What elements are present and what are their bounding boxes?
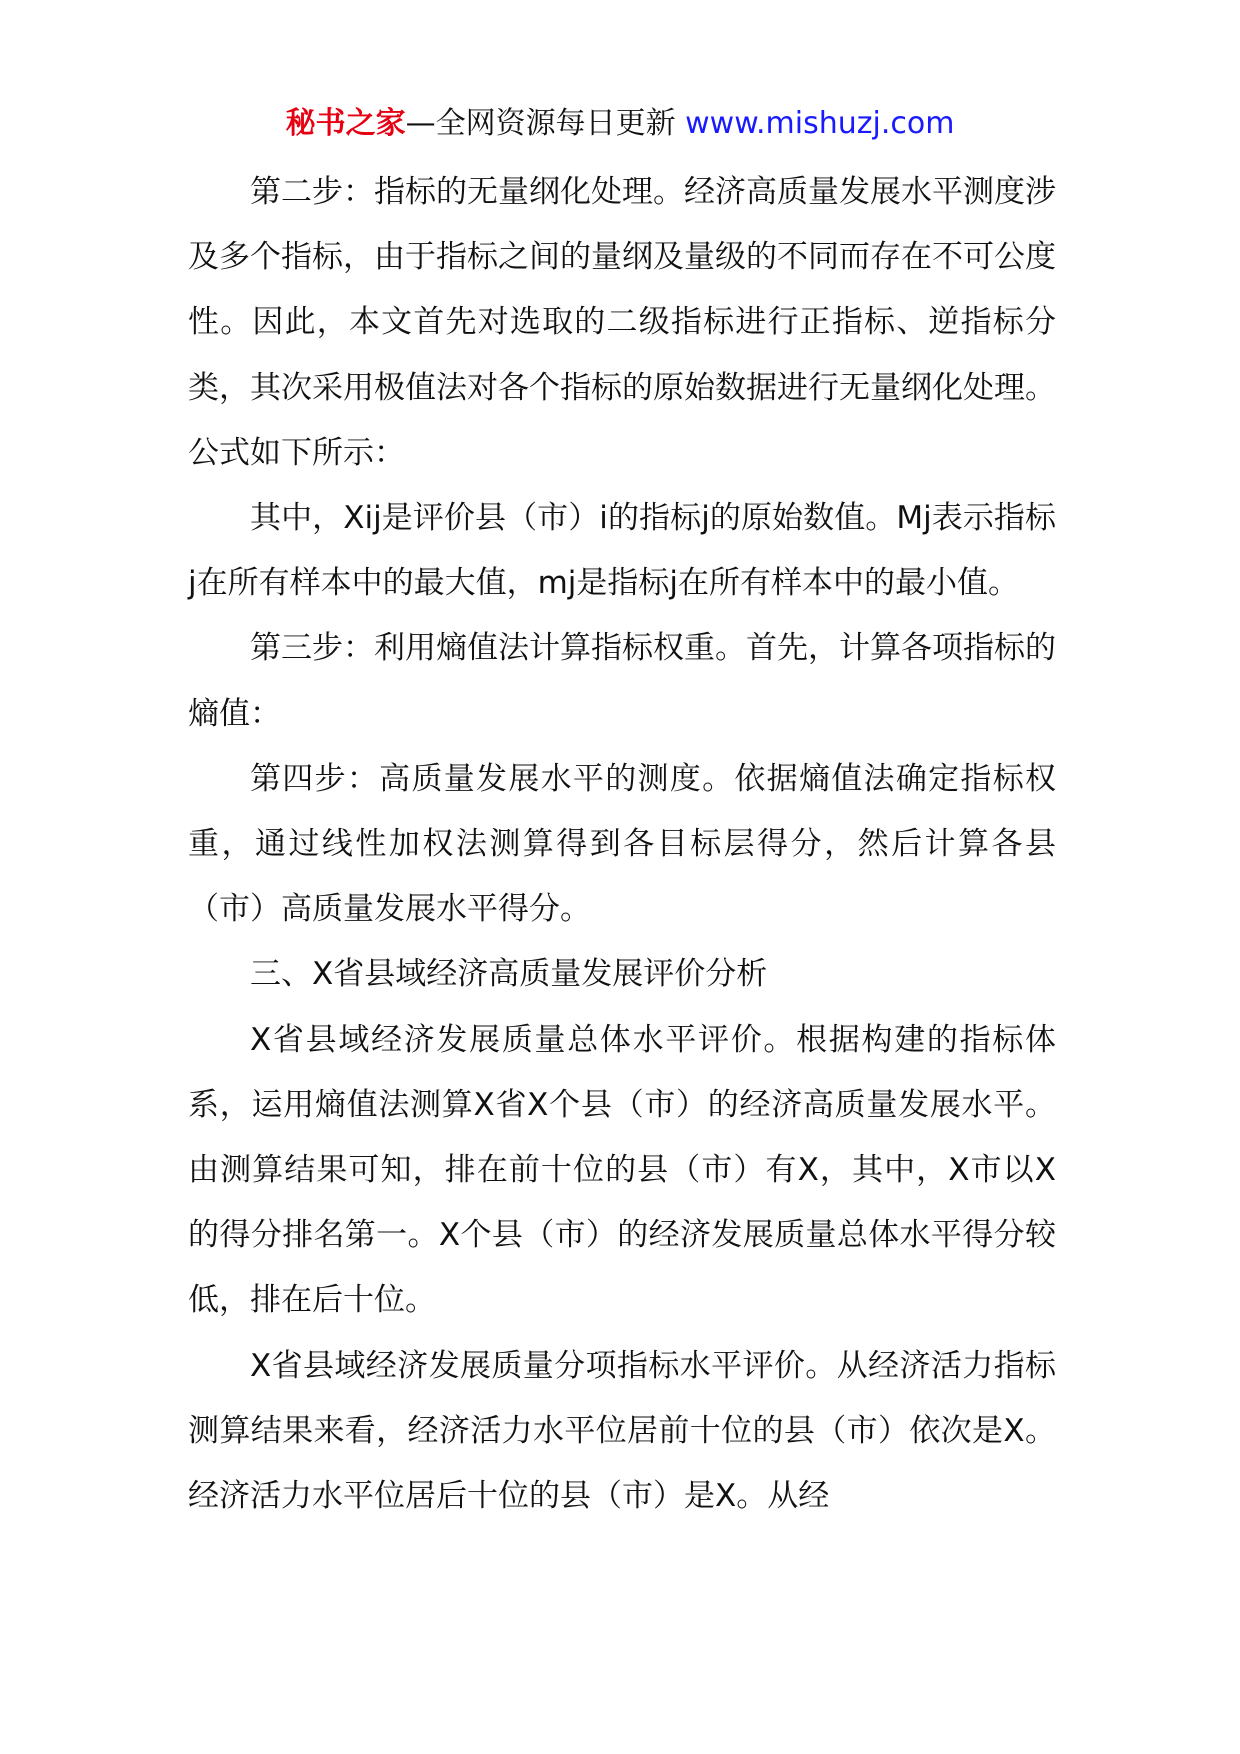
header-brand: 秘书之家 [285, 106, 406, 141]
paragraph-step-three: 第三步：利用熵值法计算指标权重。首先，计算各项指标的熵值： [188, 630, 1056, 732]
paragraph-step-two: 第二步：指标的无量纲化处理。经济高质量发展水平测度涉及多个指标，由于指标之间的量纲及量级的不同而存在不可公度性。因此，本文首先对选取的二级指标进行正指标、逆指标分类，其次采用极值法对各个指标的原始数据进行无量纲化处理。公式如下所示： [188, 174, 1056, 471]
page-header [0, 104, 1240, 144]
header-tagline: —全网资源每日更新 [405, 106, 676, 141]
paragraph-formula-explanation: 其中，Xij是评价县（市）i的指标j的原始数值。Mj表示指标j在所有样本中的最大值，mj是指标j在所有样本中的最小值。 [188, 500, 1056, 602]
paragraph-overall-evaluation: X省县域经济发展质量总体水平评价。根据构建的指标体系，运用熵值法测算X省X个县（市）的经济高质量发展水平。由测算结果可知，排在前十位的县（市）有X，其中，X市以X的得分排名第一。X个县（市）的经济发展质量总体水平得分较低，排在后十位。 [188, 1021, 1056, 1319]
document-body [188, 160, 1056, 1529]
header-url[interactable]: www.mishuzj.com [685, 106, 955, 141]
section-heading: 三、X省县域经济高质量发展评价分析 [250, 956, 768, 993]
paragraph-sub-indicator-evaluation: X省县域经济发展质量分项指标水平评价。从经济活力指标测算结果来看，经济活力水平位居前十位的县（市）依次是X。经济活力水平位居后十位的县（市）是X。从经 [188, 1347, 1056, 1515]
paragraph-step-four: 第四步：高质量发展水平的测度。依据熵值法确定指标权重，通过线性加权法测算得到各目标层得分，然后计算各县（市）高质量发展水平得分。 [188, 760, 1056, 928]
